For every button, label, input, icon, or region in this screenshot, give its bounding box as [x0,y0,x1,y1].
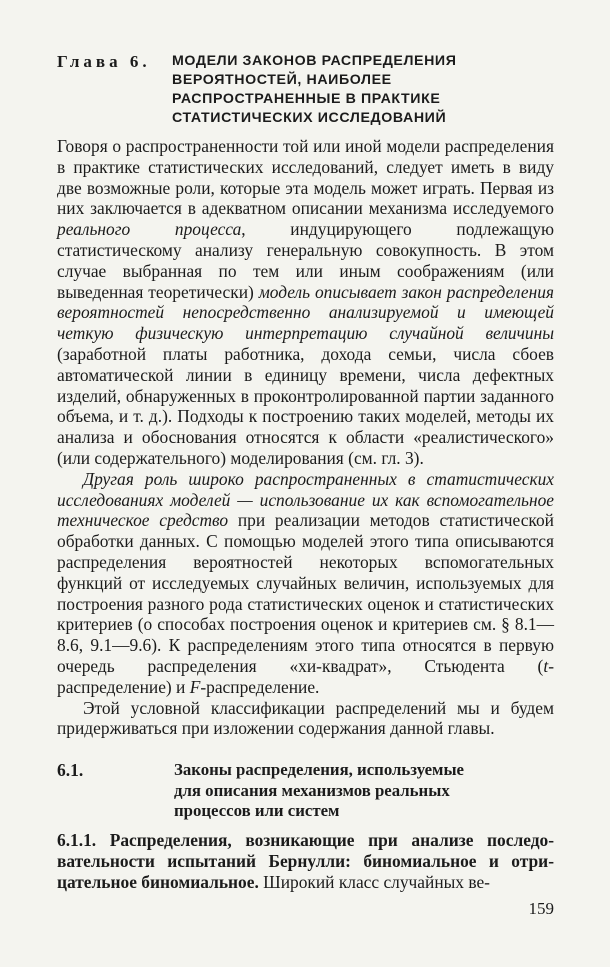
subsection-text: Широкий класс случайных ве- [263,872,490,892]
text-run: при реализации методов статистической обработки данных. С помощью моделей этого типа описываются распределения вероятностей некоторых вспомогательных функций от исследуемых случайных величин, используемых для построения разного рода статистических оценок и статистических критериев (о способах построения оценок и критериев см. § 8.1—8.6, 9.1—9.6). К распределениям этого типа относятся в первую очередь распределения «хи-квадрат», Стьюдента ( [57,510,554,676]
paragraph-auxiliary-role [57,469,554,698]
chapter-title [172,52,542,128]
section-title-line: Законы распределения, используемые [174,760,465,779]
chapter-title-line: РАСПРОСТРАНЕННЫЕ В ПРАКТИКЕ [172,91,441,107]
italic-run: F [189,676,201,697]
text-run: -распределение) и [57,655,554,697]
text-run: -распределение. [200,676,320,697]
chapter-title-line: СТАТИСТИЧЕСКИХ ИССЛЕДОВАНИЙ [172,110,447,126]
subsection-start [57,830,554,893]
paragraph-roles-intro [57,136,554,469]
text-run: (заработной платы работника, дохода семьи, числа сбоев автоматической линии в единицу времени, числа дефектных изделий, обнаруженных в проконтролированной партии заданного объема, и т. д.). Подходы к построению таких моделей, методы их анализа и обоснования относятся к области «реалистического» (или содержательного) моделирования (см. гл. 3). [57,343,554,468]
section-number: 6.1. [57,760,84,780]
subsection-number: 6.1.1. [57,830,97,850]
text-run: Говоря о распространенности той или иной модели распределения в практике статистических исследований, следует иметь в виду две возможные роли, которые эта модель может играть. Первая из них заключается в адекватном описании механизма исследуемого [57,136,554,219]
italic-run: t [543,655,549,676]
subsection-title: Распределения, возникающие при анализе последовательности испытаний Бернулли: биномиальное и отрицательное биномиальное. [57,830,554,892]
section-title-line: процессов или систем [174,801,340,820]
section-title-line: для описания механизмов реальных [174,780,450,800]
page-number: 159 [528,899,554,918]
italic-run: модель описывает закон распределения вероятностей непосредственно анализируемой и имеющей четкую физическую интерпретацию случайной величины [57,281,554,344]
text-run: Этой условной классификации распределений мы и будем придерживаться при изложении содержания данной главы. [57,697,554,739]
section-title [174,760,554,822]
italic-run: реального процесса [57,219,242,240]
chapter-title-line: МОДЕЛИ ЗАКОНОВ РАСПРЕДЕЛЕНИЯ [172,53,457,69]
text-run: , индуцирующего подлежащую статистическому анализу генеральную совокупность. В этом случае выбранная по тем или иным соображениям (или выведенная теоретически) [57,219,554,302]
paragraph-classification [57,698,554,740]
body-text [57,136,554,739]
chapter-title-line: ВЕРОЯТНОСТЕЙ, НАИБОЛЕЕ [172,72,392,88]
chapter-label: Глава 6. [57,52,151,71]
italic-run: Другая роль широко распространенных в статистических исследованиях моделей — использование их как вспомогательное техническое средство [57,468,554,531]
